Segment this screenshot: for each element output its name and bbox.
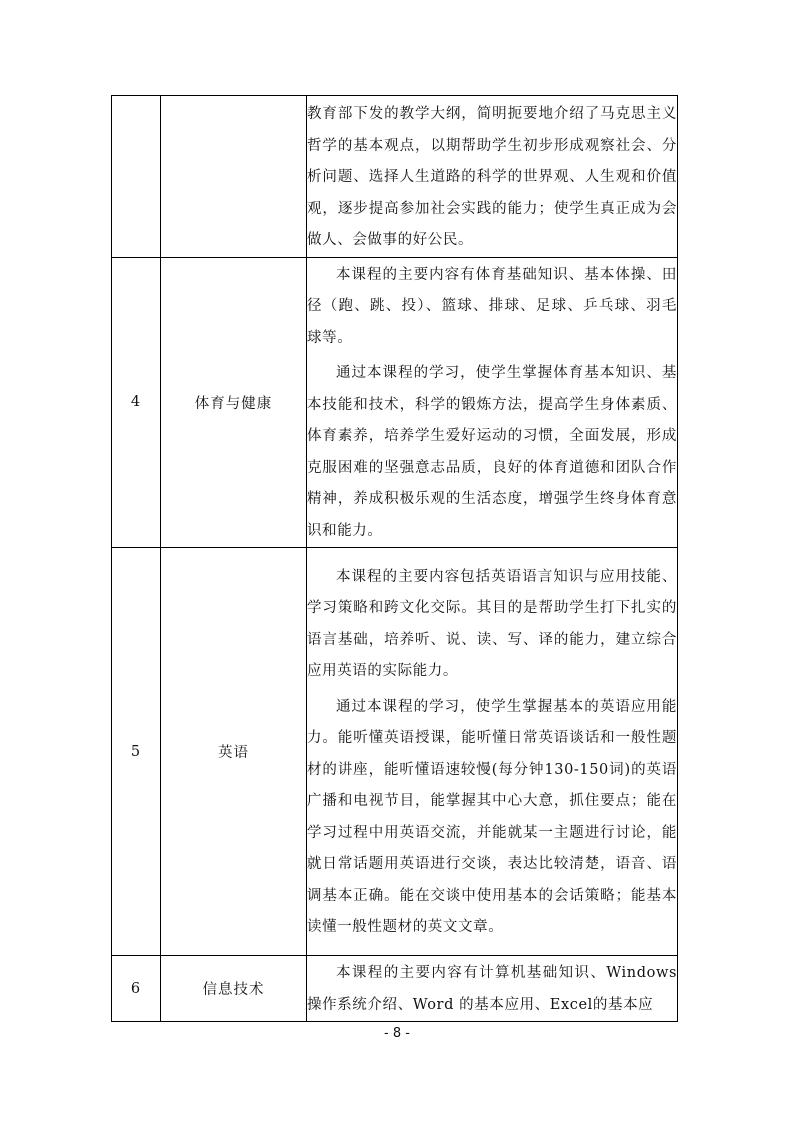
course-name-cell: 体育与健康 xyxy=(161,257,307,548)
course-description-cell xyxy=(307,257,678,548)
course-description-cell xyxy=(307,548,678,956)
description-paragraph: 本课程的主要内容有体育基础知识、基本体操、田径（跑、跳、投）、篮球、排球、足球、乒乓球、羽毛球等。 xyxy=(307,266,677,346)
course-name-cell: 英语 xyxy=(161,548,307,956)
course-description-cell xyxy=(307,956,678,1022)
course-description-cell xyxy=(307,96,678,258)
table-row xyxy=(112,548,678,956)
course-table xyxy=(111,95,678,1022)
table-row xyxy=(112,956,678,1022)
course-number-cell: 6 xyxy=(112,956,161,1022)
course-name-cell: 信息技术 xyxy=(161,956,307,1022)
course-number-cell: 4 xyxy=(112,257,161,548)
page-number: - 8 - xyxy=(384,1026,410,1041)
course-name-cell xyxy=(161,96,307,258)
course-number-cell xyxy=(112,96,161,258)
description-paragraph: 教育部下发的教学大纲，简明扼要地介绍了马克思主义哲学的基本观点，以期帮助学生初步形成观察社会、分析问题、选择人生道路的科学的世界观、人生观和价值观，逐步提高参加社会实践的能力；使学生真正成为会做人、会做事的好公民。 xyxy=(307,106,677,248)
description-paragraph: 通过本课程的学习，使学生掌握体育基本知识、基本技能和技术，科学的锻炼方法，提高学生身体素质、体育素养，培养学生爱好运动的习惯，全面发展，形成克服困难的坚强意志品质，良好的体育道德和团队合作精神，养成积极乐观的生活态度，增强学生终身体育意识和能力。 xyxy=(307,365,677,539)
table-row xyxy=(112,257,678,548)
table-row xyxy=(112,96,678,258)
description-paragraph: 本课程的主要内容有计算机基础知识、Windows操作系统介绍、Word 的基本应用、Excel的基本应 xyxy=(307,965,677,1013)
description-paragraph: 本课程的主要内容包括英语语言知识与应用技能、学习策略和跨文化交际。其目的是帮助学生打下扎实的语言基础，培养听、说、读、写、译的能力，建立综合应用英语的实际能力。 xyxy=(307,568,677,679)
description-paragraph: 通过本课程的学习，使学生掌握基本的英语应用能力。能听懂英语授课，能听懂日常英语谈话和一般性题材的讲座，能听懂语速较慢(每分钟130-150词)的英语广播和电视节目，能掌握其中心大意，抓住要点；能在学习过程中用英语交流，并能就某一主题进行讨论，能就日常话题用英语进行交谈，表达比较清楚，语音、语调基本正确。能在交谈中使用基本的会话策略；能基本读懂一般性题材的英文文章。 xyxy=(307,698,677,935)
course-number-cell: 5 xyxy=(112,548,161,956)
